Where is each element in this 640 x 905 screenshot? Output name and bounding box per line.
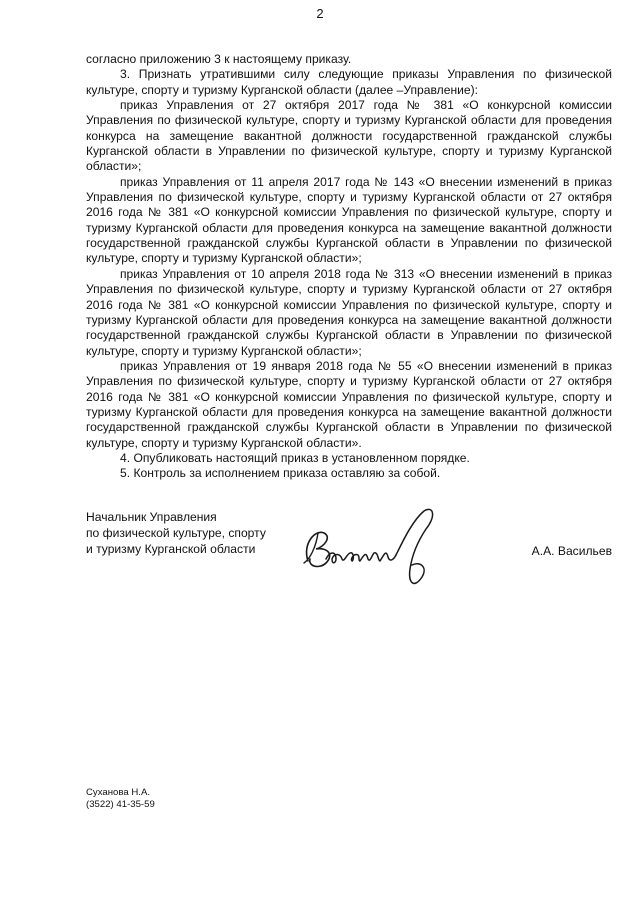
continuation-paragraph: согласно приложению 3 к настоящему приказу. [86,52,352,66]
document-body [86,52,612,482]
signature-block [86,509,612,599]
executor-phone: (3522) 41-35-59 [86,799,155,810]
clause-4-paragraph: 4. Опубликовать настоящий приказ в установленном порядке. [120,450,470,465]
signer-position-line: по физической культуре, спорту [86,526,266,540]
repealed-order-55-paragraph: приказ Управления от 19 января 2018 года № 55 «О внесении изменений в приказ Управления по физической культуре, спорту и туризму Курганской области от 27 октября 2016 года № 381 «О конкурсной комиссии Управления по физической культуре, спорту и туризму Курганской области для проведения конкурса на замещение вакантной должности государственной гражданской службы Курганской области в Управлении по физической культуре, спорту и туризму Курганской области». [86,358,612,450]
clause-5-paragraph: 5. Контроль за исполнением приказа оставляю за собой. [120,466,441,481]
clause-3-paragraph: 3. Признать утратившими силу следующие приказы Управления по физической культуре, спорту и туризму Курганской области (далее –Управление): [86,67,612,97]
executor-name: Суханова Н.А. [86,787,151,798]
handwritten-signature [294,503,444,593]
repealed-order-143-paragraph: приказ Управления от 11 апреля 2017 года № 143 «О внесении изменений в приказ Управления по физической культуре, спорту и туризму Курганской области от 27 октября 2016 года № 381 «О конкурсной комиссии Управления по физической культуре, спорту и туризму Курганской области для проведения конкурса на замещение вакантной должности государственной гражданской службы Курганской области в Управлении по физической культуре, спорту и туризму Курганской области»; [86,174,612,266]
signer-position-line: Начальник Управления [86,510,217,524]
signer-name: А.А. Васильев [531,544,612,558]
signer-position [86,509,266,557]
repealed-order-381-paragraph: приказ Управления от 27 октября 2017 года № 381 «О конкурсной комиссии Управления по физической культуре, спорту и туризму Курганской области для проведения конкурса на замещение вакантной должности государственной гражданской службы Курганской области в Управлении по физической культуре, спорту и туризму Курганской области»; [86,98,612,174]
page-number: 2 [316,6,324,21]
repealed-order-313-paragraph: приказ Управления от 10 апреля 2018 года № 313 «О внесении изменений в приказ Управления по физической культуре, спорту и туризму Курганской области от 27 октября 2016 года № 381 «О конкурсной комиссии Управления по физической культуре, спорту и туризму Курганской области для проведения конкурса на замещение вакантной должности государственной гражданской службы Курганской области в Управлении по физической культуре, спорту и туризму Курганской области»; [86,266,612,358]
signer-position-line: и туризму Курганской области [86,542,256,556]
executor-info [86,787,155,811]
